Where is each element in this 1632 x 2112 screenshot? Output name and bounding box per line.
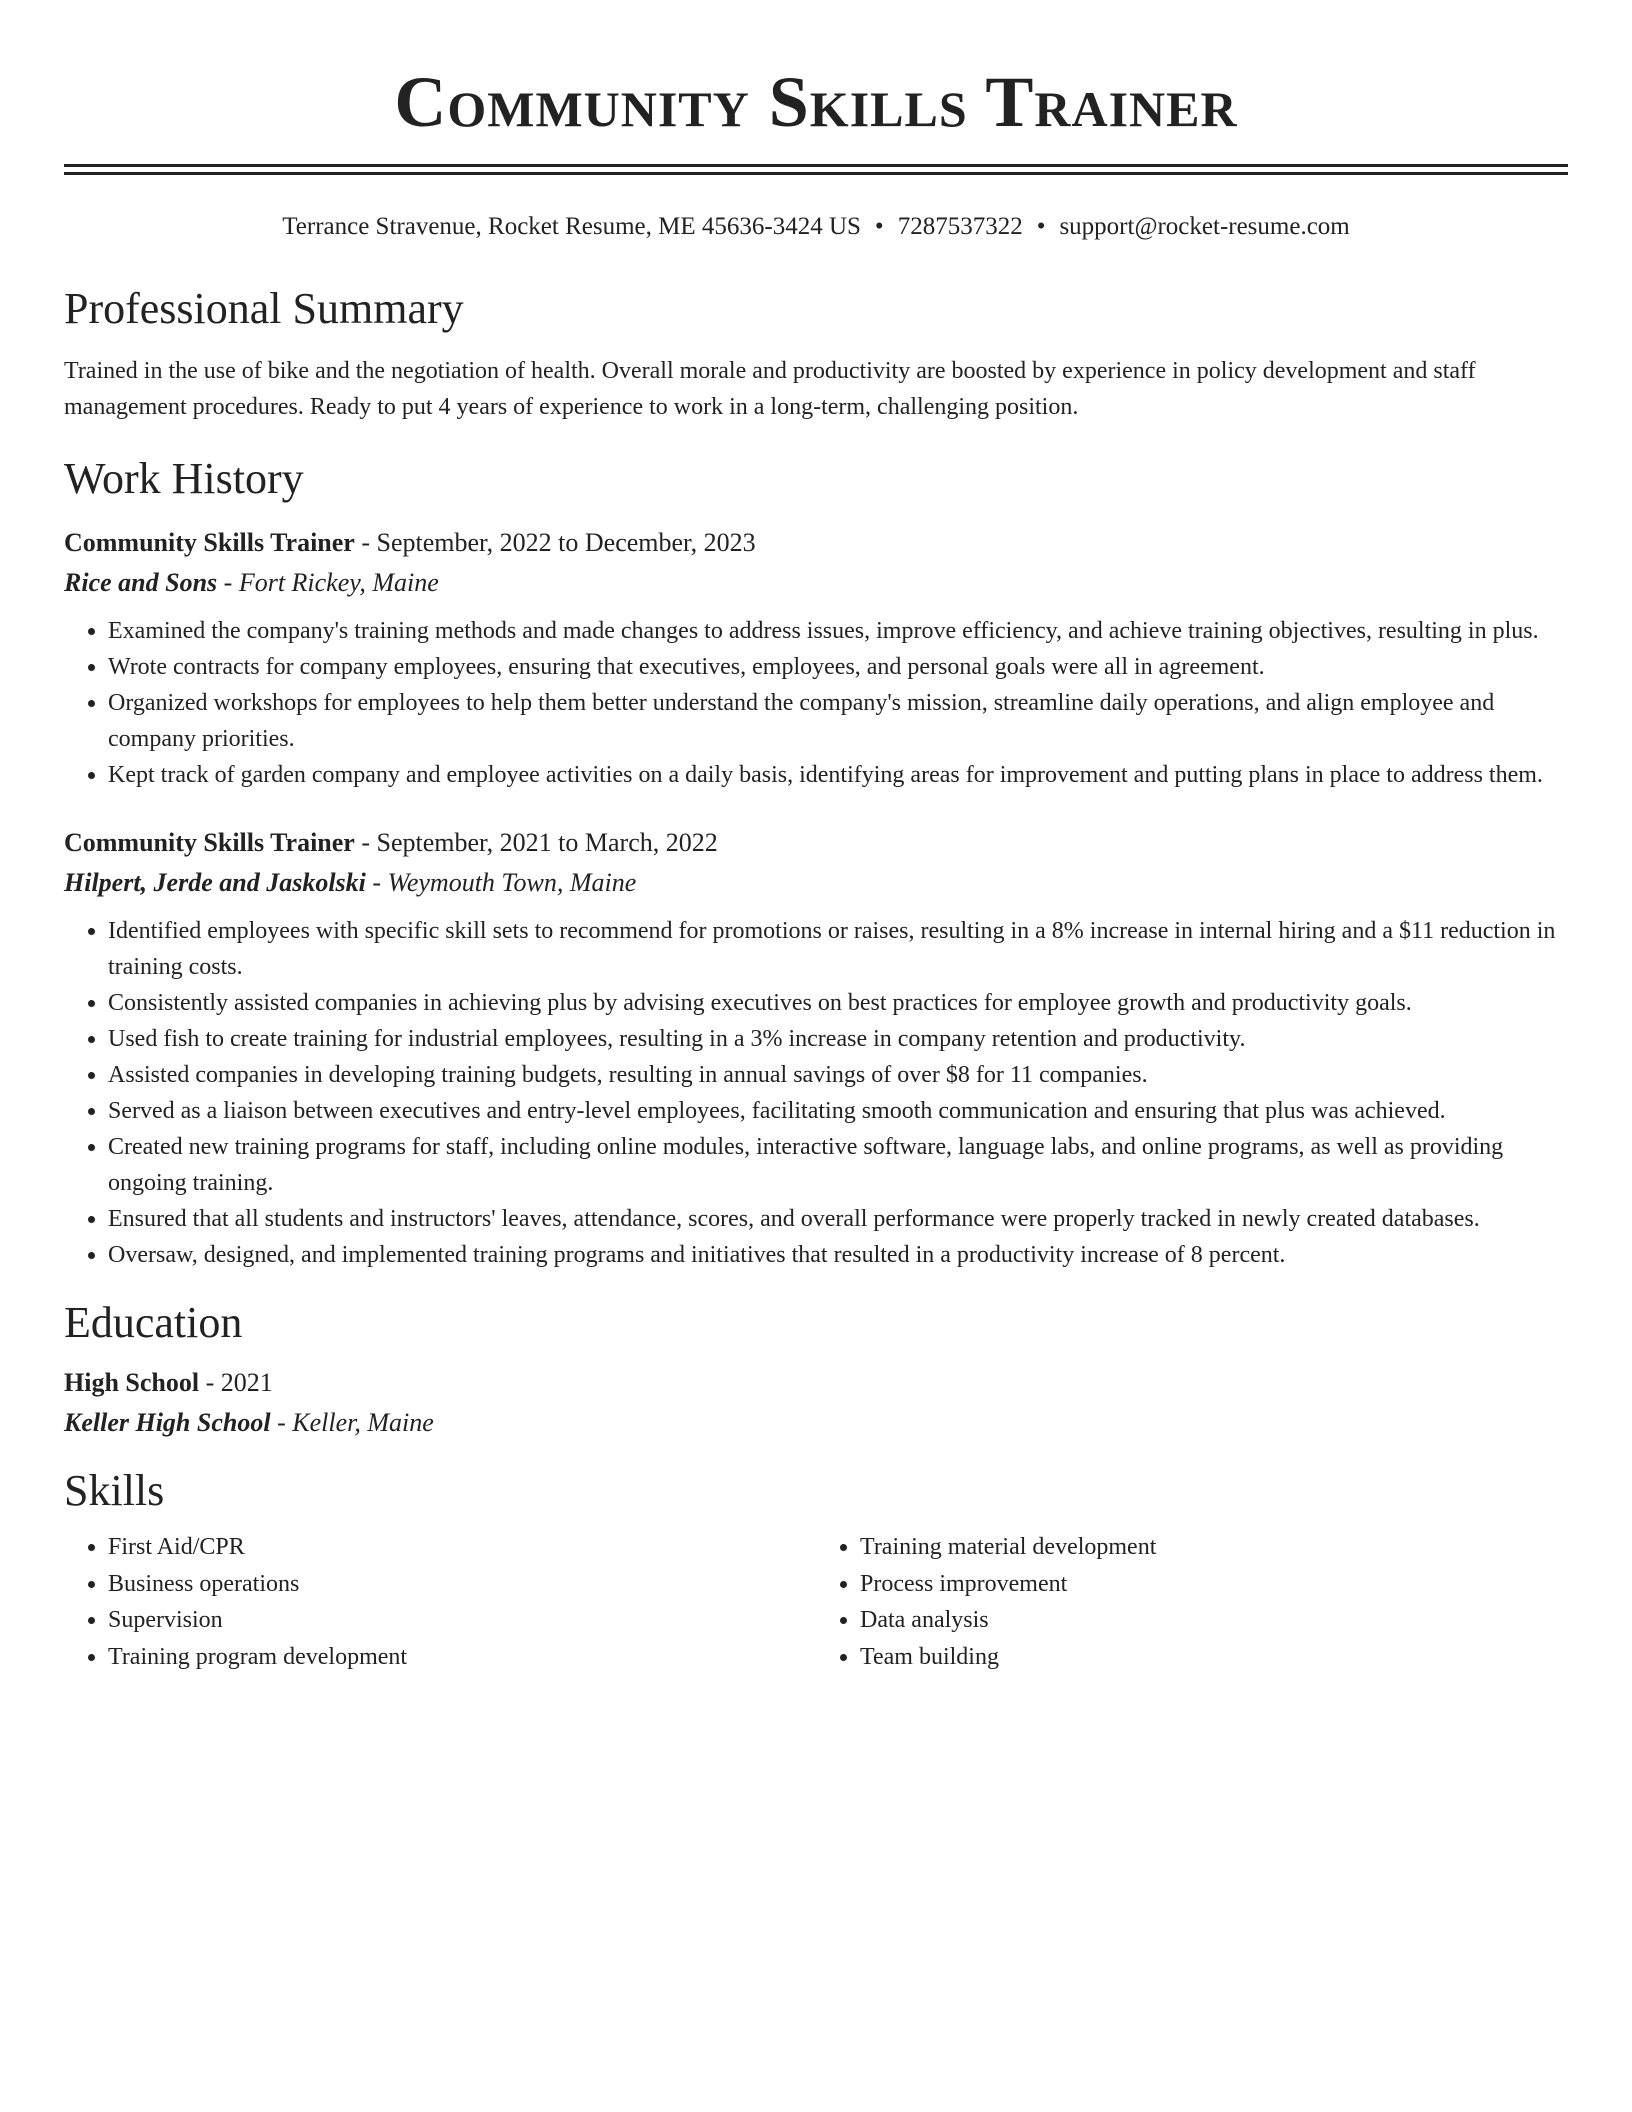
job-bullets: [64, 613, 1568, 793]
job-location: - Fort Rickey, Maine: [217, 568, 439, 597]
job-bullet: • Examined the company's training methods and made changes to address issues, improve efficiency, and achieve training objectives, resulting in plus.: [108, 613, 1568, 649]
job-bullet: • Served as a liaison between executives and entry-level employees, facilitating smooth communication and ensuring that plus was achieved.: [108, 1093, 1568, 1129]
skill-item: • Supervision: [108, 1602, 816, 1639]
job-bullet: • Organized workshops for employees to help them better understand the company's mission, streamline daily operations, and align employee and company priorities.: [108, 685, 1568, 757]
skills-column-right: [816, 1529, 1568, 1675]
job-bullets: [64, 913, 1568, 1273]
job-bullet: • Identified employees with specific skill sets to recommend for promotions or raises, resulting in a 8% increase in internal hiring and a $11 reduction in training costs.: [108, 913, 1568, 985]
skill-item: • Data analysis: [860, 1602, 1568, 1639]
job-dates: - September, 2021 to March, 2022: [354, 828, 718, 857]
job-bullet: • Consistently assisted companies in achieving plus by advising executives on best practices for employee growth and productivity goals.: [108, 985, 1568, 1021]
skill-item: • Training program development: [108, 1639, 816, 1676]
job-bullet: • Used fish to create training for industrial employees, resulting in a 3% increase in company retention and productivity.: [108, 1021, 1568, 1057]
skills-list: [64, 1529, 816, 1675]
header-double-rule: [64, 164, 1568, 175]
job-entry: [64, 523, 1568, 793]
education-location: - Keller, Maine: [270, 1408, 434, 1437]
job-title: Community Skills Trainer: [64, 828, 355, 857]
job-location: - Weymouth Town, Maine: [365, 868, 637, 897]
job-bullet: • Wrote contracts for company employees, ensuring that executives, employees, and personal goals were all in agreement.: [108, 649, 1568, 685]
contact-line: [64, 211, 1568, 243]
job-company-line: [64, 563, 1568, 603]
skills-list: [816, 1529, 1568, 1675]
education-degree-line: [64, 1363, 1568, 1403]
contact-phone: 7287537322: [897, 213, 1023, 240]
skills-grid: [64, 1529, 1568, 1675]
job-title: Community Skills Trainer: [64, 528, 355, 557]
summary-heading: Professional Summary: [64, 284, 464, 333]
skill-item: • Process improvement: [860, 1566, 1568, 1603]
skill-item: • Training material development: [860, 1529, 1568, 1566]
education-year: - 2021: [199, 1368, 273, 1397]
job-company-line: [64, 863, 1568, 903]
job-bullet: • Kept track of garden company and employee activities on a daily basis, identifying areas for improvement and putting plans in place to address them.: [108, 757, 1568, 793]
job-bullet: • Ensured that all students and instructors' leaves, attendance, scores, and overall performance were properly tracked in newly created databases.: [108, 1201, 1568, 1237]
contact-separator: •: [874, 213, 884, 240]
education-school: Keller High School: [64, 1408, 271, 1437]
work-history-heading: Work History: [64, 454, 304, 503]
job-title-line: [64, 523, 1568, 563]
job-entry: [64, 823, 1568, 1273]
education-school-line: [64, 1403, 1568, 1443]
skill-item: • Business operations: [108, 1566, 816, 1603]
job-company: Rice and Sons: [64, 568, 218, 597]
job-title-line: [64, 823, 1568, 863]
job-bullet: • Created new training programs for staff, including online modules, interactive software, language labs, and online programs, as well as providing ongoing training.: [108, 1129, 1568, 1201]
contact-separator: •: [1036, 213, 1046, 240]
job-bullet: • Assisted companies in developing training budgets, resulting in annual savings of over $8 for 11 companies.: [108, 1057, 1568, 1093]
education-heading: Education: [64, 1298, 243, 1347]
job-dates: - September, 2022 to December, 2023: [354, 528, 756, 557]
skill-item: • Team building: [860, 1639, 1568, 1676]
contact-email: support@rocket-resume.com: [1059, 213, 1350, 240]
job-company: Hilpert, Jerde and Jaskolski: [64, 868, 366, 897]
resume-name: Community Skills Trainer: [394, 62, 1238, 142]
education-entry: [64, 1363, 1568, 1443]
job-bullet: • Oversaw, designed, and implemented training programs and initiatives that resulted in a productivity increase of 8 percent.: [108, 1237, 1568, 1273]
summary-text: Trained in the use of bike and the negotiation of health. Overall morale and productivity are boosted by experience in policy development and staff management procedures. Ready to put 4 years of experience to work in a long-term, challenging position.: [64, 358, 1476, 420]
contact-address: Terrance Stravenue, Rocket Resume, ME 45636-3424 US: [282, 213, 861, 240]
skills-column-left: [64, 1529, 816, 1675]
skill-item: • First Aid/CPR: [108, 1529, 816, 1566]
skills-heading: Skills: [64, 1466, 165, 1515]
education-degree: High School: [64, 1368, 200, 1397]
